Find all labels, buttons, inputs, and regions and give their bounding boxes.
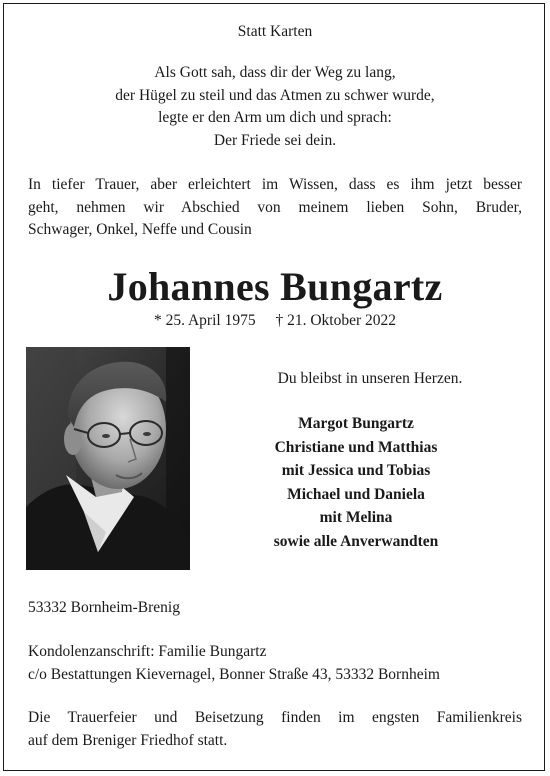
birth-date: * 25. April 1975: [153, 312, 256, 329]
deceased-name: Johannes Bungartz: [107, 264, 443, 309]
announcement-line: geht, nehmen wir Abschied von meinem lieben Sohn, Bruder,: [28, 198, 522, 216]
ceremony-note: [28, 707, 522, 752]
mourner-line: Margot Bungartz: [298, 415, 414, 432]
announcement-line: In tiefer Trauer, aber erleichtert im Wissen, dass es ihm jetzt besser: [28, 176, 522, 193]
ceremony-line: auf dem Breniger Friedhof statt.: [28, 731, 228, 749]
mourner-line: sowie alle Anverwandten: [273, 532, 439, 550]
poem-line: legte er den Arm um dich und sprach:: [158, 109, 392, 126]
mourner-line: mit Jessica und Tobias: [281, 462, 431, 479]
mourners-list: [190, 412, 522, 553]
closing-motto: Du bleibst in unseren Herzen.: [277, 370, 463, 387]
condolence-address: [28, 641, 522, 686]
poem-line: Der Friede sei dein.: [213, 131, 337, 149]
mourner-line: Michael und Daniela: [287, 485, 425, 503]
statt-karten-label: Statt Karten: [237, 23, 313, 40]
family-address: 53332 Bornheim-Brenig: [28, 599, 180, 616]
portrait-photo: [26, 347, 190, 570]
ceremony-line: Die Trauerfeier und Beisetzung finden im engsten Familienkreis: [28, 709, 522, 726]
life-dates: [0, 312, 550, 330]
death-date: † 21. Oktober 2022: [275, 312, 397, 329]
poem-line: der Hügel zu steil und das Atmen zu schwer wurde,: [115, 86, 435, 104]
condolence-line: c/o Bestattungen Kievernagel, Bonner Straße 43, 53332 Bornheim: [28, 665, 440, 683]
poem: [0, 62, 550, 152]
mourner-line: mit Melina: [319, 509, 393, 526]
mourner-line: Christiane und Matthias: [274, 438, 438, 456]
announcement-line: Schwager, Onkel, Neffe und Cousin: [28, 221, 252, 238]
condolence-line: Kondolenzanschrift: Familie Bungartz: [28, 643, 267, 660]
poem-line: Als Gott sah, dass dir der Weg zu lang,: [154, 64, 396, 81]
announcement-text: [28, 174, 522, 242]
